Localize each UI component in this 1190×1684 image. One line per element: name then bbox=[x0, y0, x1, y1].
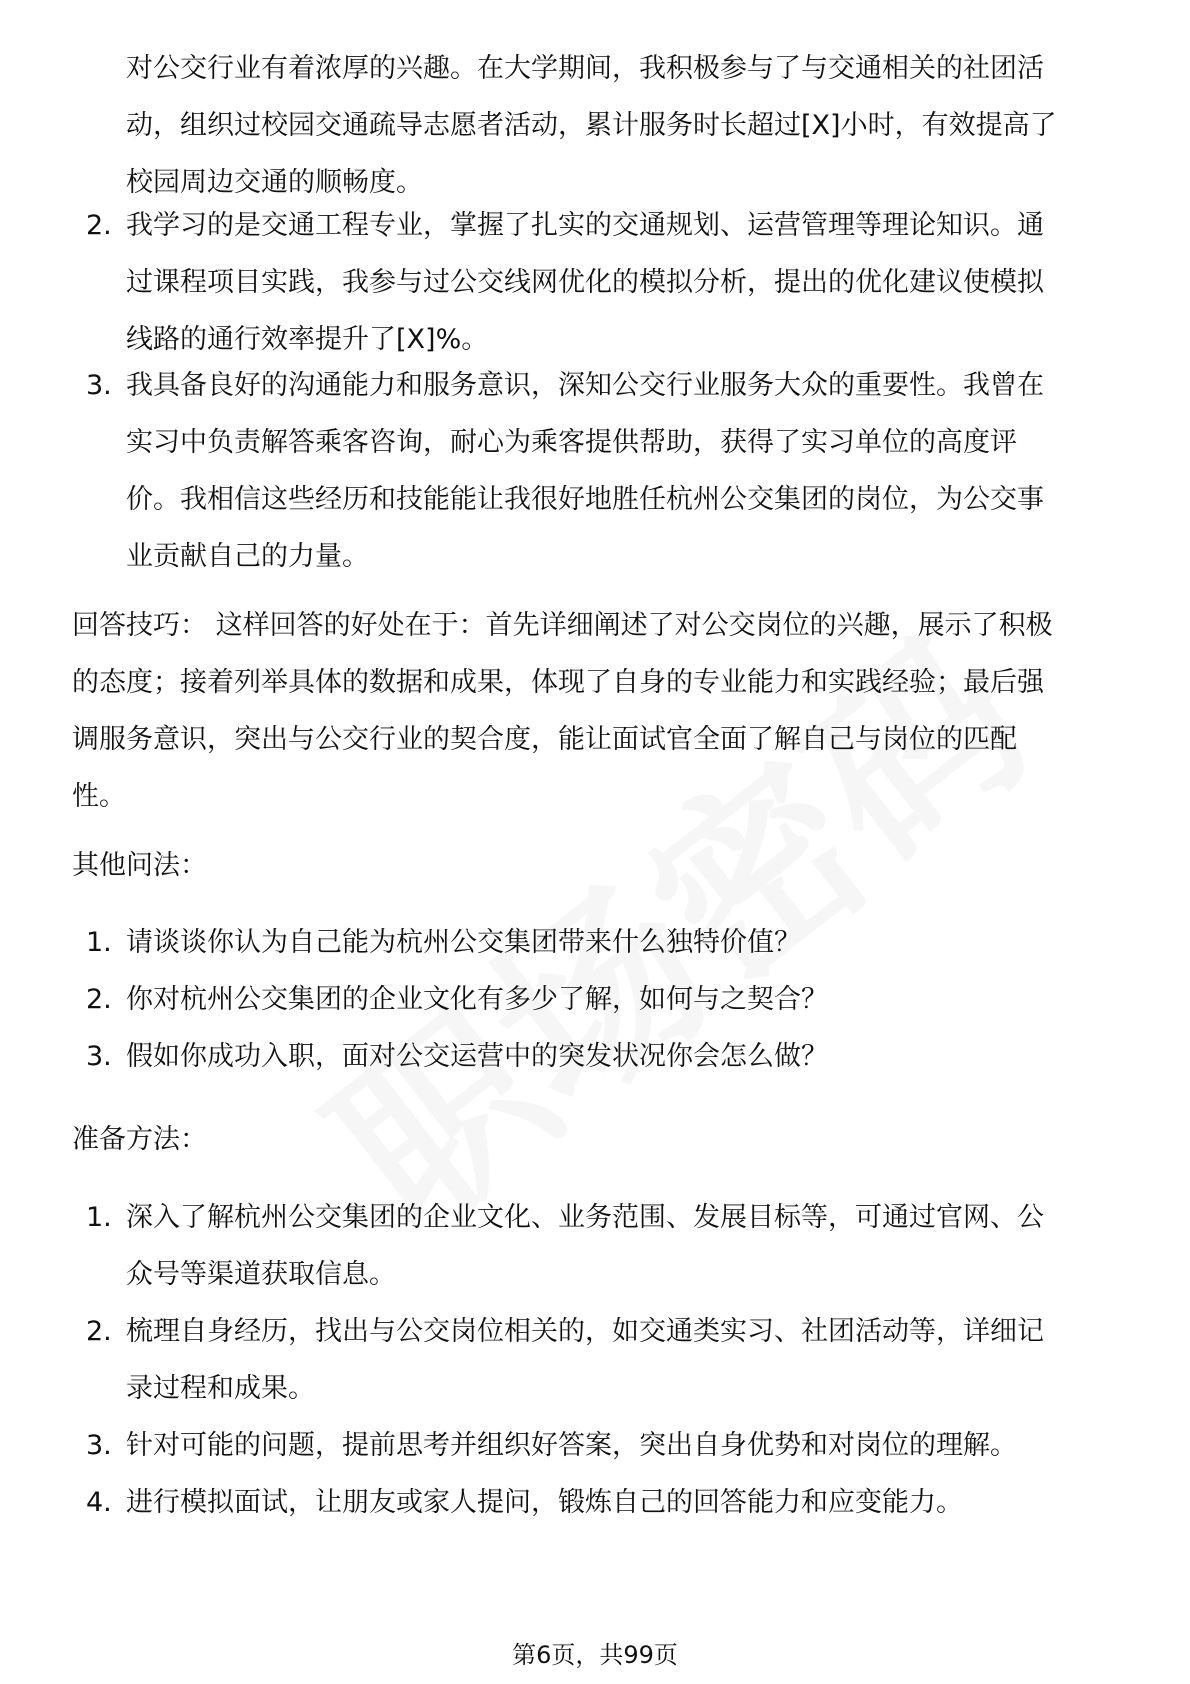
list-number: 3. bbox=[86, 1430, 112, 1461]
list-item bbox=[72, 1028, 1122, 1085]
text-line: 众号等渠道获取信息。 bbox=[126, 1259, 396, 1290]
text-line: 我学习的是交通工程专业，掌握了扎实的交通规划、运营管理等理论知识。通 bbox=[126, 210, 1044, 241]
other-questions-list bbox=[72, 914, 1122, 1085]
list-item bbox=[72, 1189, 1122, 1303]
list-number: 3. bbox=[86, 1041, 112, 1072]
page-number: 第6页，共99页 bbox=[512, 1641, 678, 1669]
list-number: 2. bbox=[86, 1316, 112, 1347]
list-item bbox=[72, 1417, 1122, 1474]
answer-tips bbox=[72, 597, 1122, 825]
list-item bbox=[72, 1303, 1122, 1417]
text-line: 我具备良好的沟通能力和服务意识，深知公交行业服务大众的重要性。我曾在 bbox=[126, 370, 1044, 401]
list-item-text: 请谈谈你认为自己能为杭州公交集团带来什么独特价值？ bbox=[126, 927, 801, 958]
answer-point-1-continuation bbox=[72, 40, 1122, 211]
text-line: 动，组织过校园交通疏导志愿者活动，累计服务时长超过[X]小时，有效提高了 bbox=[126, 110, 1057, 141]
list-number: 4. bbox=[86, 1487, 112, 1518]
text-line: 校园周边交通的顺畅度。 bbox=[126, 167, 423, 198]
text-line: 针对可能的问题，提前思考并组织好答案，突出自身优势和对岗位的理解。 bbox=[126, 1430, 1017, 1461]
text-line: 业贡献自己的力量。 bbox=[126, 541, 369, 572]
text-line: 回答技巧： 这样回答的好处在于：首先详细阐述了对公交岗位的兴趣，展示了积极 bbox=[72, 610, 1053, 641]
text-line: 的态度；接着列举具体的数据和成果，体现了自身的专业能力和实践经验；最后强 bbox=[72, 667, 1044, 698]
text-line: 性。 bbox=[72, 781, 126, 812]
list-item-text: 你对杭州公交集团的企业文化有多少了解，如何与之契合？ bbox=[126, 984, 828, 1015]
list-number: 1. bbox=[86, 1202, 112, 1233]
list-item-text: 假如你成功入职，面对公交运营中的突发状况你会怎么做？ bbox=[126, 1041, 828, 1072]
text-line: 进行模拟面试，让朋友或家人提问，锻炼自己的回答能力和应变能力。 bbox=[126, 1487, 963, 1518]
answer-point-2 bbox=[72, 197, 1122, 368]
text-line: 价。我相信这些经历和技能能让我很好地胜任杭州公交集团的岗位，为公交事 bbox=[126, 484, 1044, 515]
preparation-list bbox=[72, 1189, 1122, 1531]
preparation-heading: 准备方法： bbox=[72, 1124, 207, 1155]
text-line: 实习中负责解答乘客咨询，耐心为乘客提供帮助，获得了实习单位的高度评 bbox=[126, 427, 1017, 458]
text-line: 对公交行业有着浓厚的兴趣。在大学期间，我积极参与了与交通相关的社团活 bbox=[126, 53, 1044, 84]
other-questions-heading: 其他问法： bbox=[72, 850, 207, 881]
text-line: 线路的通行效率提升了[X]%。 bbox=[126, 324, 489, 355]
text-line: 调服务意识，突出与公交行业的契合度，能让面试官全面了解自己与岗位的匹配 bbox=[72, 724, 1017, 755]
list-number: 3. bbox=[86, 370, 112, 401]
text-line: 过课程项目实践，我参与过公交线网优化的模拟分析，提出的优化建议使模拟 bbox=[126, 267, 1044, 298]
list-item bbox=[72, 914, 1122, 971]
list-number: 2. bbox=[86, 210, 112, 241]
text-line: 录过程和成果。 bbox=[126, 1373, 315, 1404]
list-item bbox=[72, 1474, 1122, 1531]
answer-point-3 bbox=[72, 357, 1122, 585]
list-number: 1. bbox=[86, 927, 112, 958]
list-number: 2. bbox=[86, 984, 112, 1015]
list-item bbox=[72, 971, 1122, 1028]
text-line: 深入了解杭州公交集团的企业文化、业务范围、发展目标等，可通过官网、公 bbox=[126, 1202, 1044, 1233]
text-line: 梳理自身经历，找出与公交岗位相关的，如交通类实习、社团活动等，详细记 bbox=[126, 1316, 1044, 1347]
